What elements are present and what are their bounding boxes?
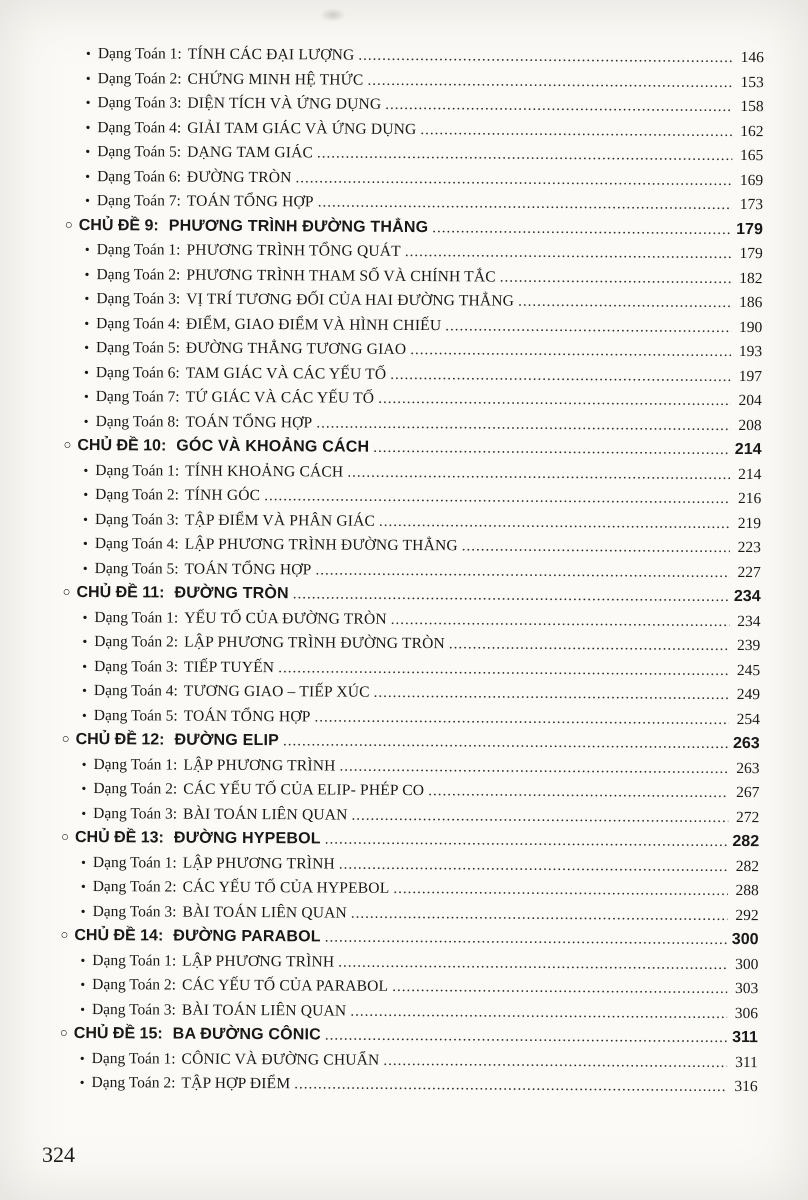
entry-title: PHƯƠNG TRÌNH THAM SỐ VÀ CHÍNH TẮC (186, 266, 496, 286)
dot-leader (449, 632, 730, 658)
entry-title: DIỆN TÍCH VÀ ỨNG DỤNG (187, 94, 382, 113)
entry-title: BÀI TOÁN LIÊN QUAN (183, 805, 348, 824)
dot-leader (351, 803, 728, 830)
dot-leader (351, 901, 728, 928)
entry-label: CHỦ ĐỀ 12: (75, 730, 165, 749)
entry-title: TẬP ĐIỂM VÀ PHÂN GIÁC (184, 511, 376, 530)
dot-leader (339, 754, 728, 781)
dot-bullet-icon: • (85, 46, 91, 63)
entry-page-number: 173 (739, 195, 764, 214)
entry-title: TOÁN TỔNG HỢP (185, 413, 313, 431)
entry-title: CÁC YẾU TỐ CỦA HYPEBOL (182, 878, 390, 897)
entry-title: GIẢI TAM GIÁC VÀ ỨNG DỤNG (187, 119, 417, 138)
dot-bullet-icon: • (85, 169, 91, 185)
dot-bullet-icon: • (80, 953, 86, 969)
entry-title: CÁC YẾU TỐ CỦA ELIP- PHÉP CO (183, 780, 425, 800)
entry-label: Dạng Toán 1: (96, 241, 181, 259)
entry-page-number: 186 (739, 293, 763, 312)
entry-label: Dạng Toán 2: (92, 878, 177, 896)
dot-leader (428, 779, 728, 805)
entry-page-number: 300 (735, 955, 759, 973)
entry-label: Dạng Toán 2: (91, 1074, 176, 1092)
entry-title: ĐƯỜNG HYPEBOL (173, 829, 321, 848)
entry-label: Dạng Toán 2: (97, 69, 182, 88)
entry-title: TOÁN TỔNG HỢP (184, 560, 312, 578)
dot-leader (315, 558, 729, 585)
dot-bullet-icon: • (80, 1002, 86, 1018)
circle-bullet-icon: ○ (61, 828, 70, 844)
entry-page-number: 162 (740, 122, 764, 140)
dot-leader (325, 925, 728, 952)
entry-label: Dạng Toán 3: (92, 902, 177, 921)
dot-leader (294, 1072, 726, 1099)
entry-page-number: 245 (736, 661, 761, 679)
dot-bullet-icon: • (84, 267, 90, 283)
entry-label: Dạng Toán 5: (97, 143, 182, 161)
dot-leader (347, 460, 730, 487)
entry-title: LẬP PHƯƠNG TRÌNH (182, 854, 335, 873)
entry-label: Dạng Toán 3: (94, 510, 179, 529)
entry-title: LẬP PHƯƠNG TRÌNH ĐƯỜNG TRÒN (184, 633, 445, 653)
entry-title: TAM GIÁC VÀ CÁC YẾU TỐ (185, 364, 387, 383)
entry-page-number: 158 (740, 97, 764, 116)
entry-page-number: 219 (737, 514, 762, 532)
entry-label: Dạng Toán 3: (91, 1000, 176, 1019)
dot-leader (295, 166, 732, 193)
entry-label: CHỦ ĐỀ 14: (74, 926, 164, 945)
dot-leader (264, 484, 730, 511)
entry-title: LẬP PHƯƠNG TRÌNH (182, 952, 335, 971)
entry-title: PHƯƠNG TRÌNH ĐƯỜNG THẲNG (168, 217, 429, 236)
dot-leader (378, 387, 731, 414)
dot-bullet-icon: • (83, 487, 89, 504)
scan-smudge (320, 8, 346, 22)
dot-bullet-icon: • (82, 610, 88, 626)
dot-bullet-icon: • (81, 806, 87, 822)
dot-bullet-icon: • (81, 781, 87, 798)
dot-bullet-icon: • (83, 365, 89, 381)
entry-title: TƯƠNG GIAO – TIẾP XÚC (183, 682, 370, 701)
entry-label: Dạng Toán 2: (96, 265, 181, 284)
dot-leader (325, 1023, 727, 1050)
dot-leader (420, 118, 732, 144)
entry-page-number: 204 (738, 391, 762, 410)
entry-title: BÀI TOÁN LIÊN QUAN (182, 903, 348, 922)
entry-page-number: 169 (739, 171, 764, 189)
entry-page-number: 300 (731, 930, 759, 949)
entry-page-number: 197 (738, 367, 763, 385)
dot-leader (367, 68, 732, 95)
entry-page-number: 282 (732, 832, 760, 851)
entry-label: Dạng Toán 1: (97, 45, 182, 63)
dot-leader (358, 44, 733, 71)
entry-title: CÁC YẾU TỐ CỦA PARABOL (181, 976, 389, 995)
entry-title: ĐƯỜNG TRÒN (186, 168, 292, 186)
entry-page-number: 179 (736, 220, 763, 238)
entry-page-number: 223 (737, 538, 761, 557)
dot-leader (338, 950, 727, 977)
entry-label: Dạng Toán 7: (95, 388, 180, 406)
entry-title: ĐƯỜNG TRÒN (174, 584, 289, 603)
dot-leader (374, 681, 730, 708)
dot-leader (393, 877, 728, 904)
entry-label: Dạng Toán 3: (94, 657, 179, 676)
entry-label: Dạng Toán 4: (93, 682, 178, 700)
dot-leader (383, 1048, 726, 1075)
entry-title: GÓC VÀ KHOẢNG CÁCH (176, 437, 370, 456)
toc-entry (61, 556, 761, 585)
entry-page-number: 165 (740, 146, 764, 165)
entry-label: Dạng Toán 8: (95, 412, 180, 431)
dot-bullet-icon: • (85, 120, 91, 136)
entry-page-number: 190 (738, 318, 763, 336)
dot-bullet-icon: • (80, 879, 86, 896)
dot-bullet-icon: • (82, 561, 88, 577)
dot-leader (373, 436, 730, 463)
entry-title: LẬP PHƯƠNG TRÌNH (183, 756, 336, 775)
dot-bullet-icon: • (81, 708, 87, 724)
dot-bullet-icon: • (84, 193, 90, 210)
entry-title: BA ĐƯỜNG CÔNIC (172, 1025, 322, 1044)
dot-leader (350, 999, 727, 1026)
entry-page-number: 263 (736, 759, 760, 777)
entry-page-number: 214 (734, 440, 762, 459)
entry-page-number: 306 (734, 1004, 759, 1022)
dot-leader (325, 827, 729, 854)
entry-page-number: 316 (734, 1077, 758, 1096)
entry-label: Dạng Toán 1: (91, 1049, 176, 1068)
entry-title: TẬP HỢP ĐIỂM (181, 1074, 291, 1093)
entry-page-number: 193 (738, 342, 763, 361)
entry-page-number: 282 (735, 857, 760, 875)
toc-entry (59, 899, 759, 928)
entry-label: Dạng Toán 1: (92, 951, 177, 970)
entry-page-number: 227 (737, 563, 761, 581)
entry-label: CHỦ ĐỀ 9: (78, 216, 159, 234)
entry-page-number: 239 (737, 636, 761, 655)
dot-leader (390, 362, 731, 389)
dot-leader (379, 509, 730, 536)
entry-page-number: 267 (736, 783, 760, 802)
dot-bullet-icon: • (83, 512, 89, 528)
circle-bullet-icon: ○ (63, 436, 72, 452)
entry-page-number: 249 (736, 685, 761, 704)
entry-title: TÍNH KHOẢNG CÁCH (185, 462, 344, 481)
entry-page-number: 272 (735, 808, 760, 826)
dot-leader (392, 975, 727, 1002)
entry-label: Dạng Toán 3: (93, 804, 178, 823)
entry-label: Dạng Toán 4: (94, 535, 179, 553)
dot-leader (405, 240, 732, 266)
dot-bullet-icon: • (85, 95, 91, 112)
entry-page-number: 311 (732, 1028, 758, 1047)
entry-page-number: 234 (733, 587, 761, 606)
dot-bullet-icon: • (85, 144, 91, 161)
entry-label: Dạng Toán 2: (94, 633, 179, 651)
entry-page-number: 182 (739, 269, 763, 287)
entry-page-number: 179 (739, 244, 763, 263)
dot-bullet-icon: • (80, 904, 86, 920)
entry-label: Dạng Toán 1: (95, 461, 180, 480)
entry-label: Dạng Toán 1: (94, 608, 179, 627)
dot-bullet-icon: • (84, 291, 90, 308)
circle-bullet-icon: ○ (60, 926, 69, 942)
dot-bullet-icon: • (83, 389, 89, 406)
entry-title: ĐƯỜNG THẲNG TƯƠNG GIAO (185, 339, 407, 358)
toc-entry (58, 1071, 758, 1100)
entry-page-number: 234 (737, 612, 761, 630)
dot-leader (317, 141, 732, 168)
entry-label: Dạng Toán 6: (97, 167, 182, 186)
circle-bullet-icon: ○ (62, 583, 71, 599)
dot-leader (432, 216, 732, 242)
entry-title: TOÁN TỔNG HỢP (183, 707, 311, 725)
dot-leader (500, 265, 732, 291)
dot-bullet-icon: • (80, 977, 86, 994)
entry-title: TÍNH GÓC (184, 486, 261, 505)
dot-bullet-icon: • (79, 1051, 85, 1067)
dot-leader (391, 607, 730, 634)
entry-title: YẾU TỐ CỦA ĐƯỜNG TRÒN (184, 609, 387, 628)
entry-label: Dạng Toán 1: (93, 755, 178, 774)
dot-bullet-icon: • (81, 757, 87, 773)
dot-bullet-icon: • (84, 340, 90, 357)
entry-page-number: 153 (740, 73, 764, 91)
entry-label: Dạng Toán 7: (96, 192, 181, 210)
entry-label: Dạng Toán 2: (92, 976, 177, 994)
entry-page-number: 303 (734, 979, 759, 998)
dot-leader (293, 582, 730, 609)
entry-title: ĐIỂM, GIAO ĐIỂM VÀ HÌNH CHIẾU (186, 315, 442, 334)
entry-label: Dạng Toán 1: (92, 853, 177, 872)
entry-label: CHỦ ĐỀ 11: (76, 583, 165, 602)
entry-title: DẠNG TAM GIÁC (187, 143, 314, 162)
dot-leader (385, 93, 732, 120)
entry-page-number: 311 (735, 1053, 758, 1071)
entry-label: Dạng Toán 5: (95, 339, 180, 357)
dot-leader (314, 705, 728, 732)
dot-leader (278, 656, 729, 683)
page-number: 324 (42, 1142, 75, 1167)
entry-title: VỊ TRÍ TƯƠNG ĐỐI CỦA HAI ĐƯỜNG THẲNG (186, 290, 515, 310)
entry-label: Dạng Toán 4: (97, 118, 182, 137)
entry-title: TÍNH CÁC ĐẠI LƯỢNG (187, 45, 355, 64)
dot-bullet-icon: • (85, 71, 91, 87)
entry-title: PHƯƠNG TRÌNH TỔNG QUÁT (186, 241, 401, 260)
dot-leader (318, 190, 732, 217)
entry-title: CÔNIC VÀ ĐƯỜNG CHUẨN (181, 1050, 380, 1069)
toc-entry (59, 801, 759, 830)
entry-label: CHỦ ĐỀ 13: (74, 828, 164, 847)
circle-bullet-icon: ○ (59, 1024, 68, 1040)
entry-label: CHỦ ĐỀ 10: (77, 436, 167, 455)
dot-leader (283, 729, 729, 756)
dot-leader (445, 314, 731, 340)
dot-bullet-icon: • (83, 414, 89, 430)
dot-leader (316, 411, 730, 438)
dot-bullet-icon: • (84, 316, 90, 332)
dot-bullet-icon: • (80, 855, 86, 871)
entry-page-number: 288 (735, 881, 759, 900)
entry-label: Dạng Toán 5: (94, 559, 179, 578)
entry-label: Dạng Toán 2: (95, 486, 180, 504)
table-of-contents (58, 42, 764, 1100)
entry-label: CHỦ ĐỀ 15: (73, 1024, 163, 1043)
circle-bullet-icon: ○ (61, 730, 70, 746)
entry-label: Dạng Toán 3: (97, 94, 182, 112)
dot-bullet-icon: • (81, 683, 87, 700)
entry-title: TIẾP TUYẾN (183, 658, 275, 676)
entry-page-number: 214 (738, 465, 762, 483)
entry-page-number: 216 (737, 489, 762, 508)
entry-page-number: 146 (740, 48, 764, 67)
toc-entry (62, 409, 762, 438)
entry-page-number: 292 (735, 906, 759, 924)
entry-title: ĐƯỜNG ELIP (174, 731, 280, 750)
dot-leader (518, 290, 731, 316)
dot-bullet-icon: • (84, 242, 90, 259)
dot-bullet-icon: • (82, 659, 88, 675)
entry-title: ĐƯỜNG PARABOL (173, 927, 321, 946)
dot-leader (410, 338, 731, 364)
dot-leader (462, 534, 730, 560)
entry-title: TOÁN TỔNG HỢP (186, 192, 314, 211)
dot-bullet-icon: • (83, 463, 89, 479)
dot-bullet-icon: • (79, 1075, 85, 1092)
entry-label: Dạng Toán 3: (96, 290, 181, 308)
circle-bullet-icon: ○ (64, 216, 73, 232)
entry-title: BÀI TOÁN LIÊN QUAN (181, 1001, 347, 1020)
entry-title: CHỨNG MINH HỆ THỨC (187, 70, 364, 89)
dot-bullet-icon: • (82, 536, 88, 553)
entry-label: Dạng Toán 5: (93, 706, 178, 725)
toc-entry (58, 997, 758, 1026)
entry-page-number: 254 (736, 710, 760, 728)
dot-bullet-icon: • (82, 634, 88, 651)
entry-label: Dạng Toán 6: (95, 363, 180, 382)
entry-page-number: 263 (732, 734, 760, 753)
entry-page-number: 208 (738, 416, 762, 434)
entry-label: Dạng Toán 4: (96, 314, 181, 333)
entry-label: Dạng Toán 2: (93, 780, 178, 798)
dot-leader (339, 852, 728, 879)
entry-title: LẬP PHƯƠNG TRÌNH ĐƯỜNG THẲNG (184, 535, 458, 555)
toc-entry (60, 703, 760, 732)
entry-title: TỨ GIÁC VÀ CÁC YẾU TỐ (185, 388, 375, 407)
